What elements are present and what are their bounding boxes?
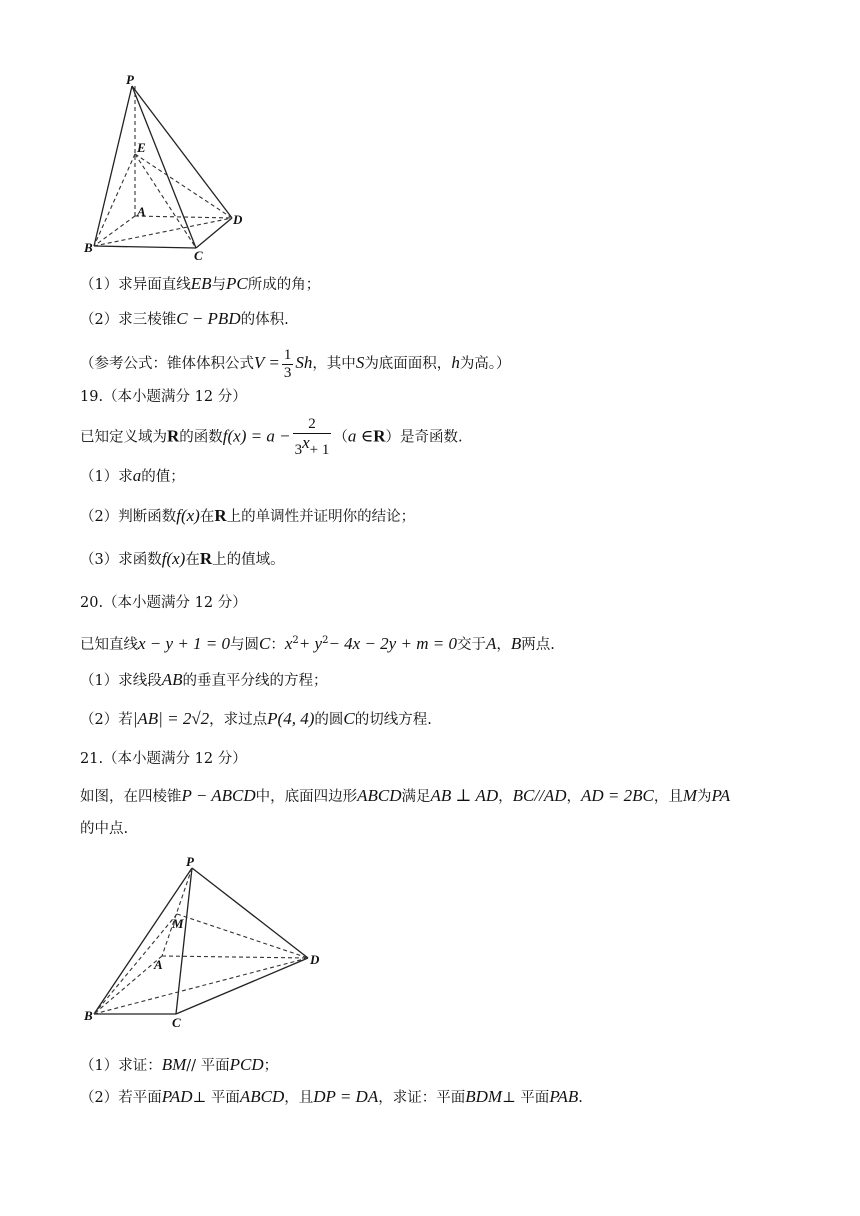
text: ）是奇函数. [385,429,463,446]
math: V = [254,353,280,372]
math: |AB| = 2√2 [132,709,210,728]
math: a [132,466,142,485]
denominator [293,434,332,459]
math: AD = 2BC [581,786,654,805]
q21-part1 [80,1055,278,1076]
vertex-label-d: D [233,212,243,227]
vertex-label-b: B [84,240,93,255]
text: 如图，在四棱锥 [80,789,182,805]
text: 在 [199,509,215,525]
math: − 4x − 2y + m = 0 [328,633,457,653]
vertex-label-e: E [137,140,146,155]
math: BDM [465,1087,503,1106]
exponent: 2 [292,635,299,646]
text: 已知定义域为 [80,429,167,446]
text: 的切线方程. [354,712,432,728]
q20-stem [80,631,555,655]
math-r: R [214,506,227,525]
text: （2）求三棱锥 [80,312,177,328]
q21-stem-line1 [80,786,730,807]
text: （2）判断函数 [80,509,177,525]
text: 为高。） [459,356,511,372]
math: f(x) = a − [222,426,291,446]
math: A [485,633,497,653]
q20-part1 [80,670,328,691]
text: ， [496,636,511,653]
text: ，其中 [312,356,356,372]
text: 的值； [141,469,185,485]
text: 已知直线 [80,636,138,653]
math: M [682,786,698,805]
text: 的圆 [314,712,344,728]
math: C − PBD [176,309,241,328]
text: ： [270,636,285,653]
math-r: R [167,426,180,446]
vertex-label-a: A [137,204,146,219]
numerator: 1 [283,346,292,363]
math: C [343,709,355,728]
math: f(x) [161,549,186,568]
text: 所成的角； [247,277,321,293]
math: PCD [229,1055,264,1074]
text: ⊥ 平面 [502,1090,550,1106]
text: （1）求异面直线 [80,277,191,293]
math: ABCD [357,786,402,805]
math: f(x) [176,506,200,525]
q19-stem [80,416,463,459]
vertex-label-p: P [126,72,134,87]
text: // 平面 [186,1058,230,1074]
vertex-label-b: B [84,1008,93,1023]
math-r: R [199,549,213,568]
fraction-one-third [282,347,294,382]
text: 的函数 [179,429,223,446]
text: 的垂直平分线的方程； [182,673,328,689]
text: ，且 [653,789,683,805]
math: AB ⊥ AD [430,786,499,805]
math-r: R [373,426,386,446]
text: 在 [185,552,200,568]
q18-part2 [80,309,289,330]
text: （2）若 [80,712,133,728]
den-base: 3 [294,442,303,458]
text: （1）求线段 [80,673,162,689]
text: （3）求函数 [80,552,162,568]
math: x − y + 1 = 0 [138,633,231,653]
vertex-label-c: C [194,248,203,263]
text: 为底面面积， [364,356,452,372]
pyramid-figure-2 [80,852,340,1042]
math: Sh [295,353,313,372]
text: ⊥ 平面 [192,1090,240,1106]
text: 两点. [521,636,555,653]
q20-heading: 20.（本小题满分 12 分） [80,595,247,611]
math: EB [190,274,212,293]
math: a ∈ [347,426,374,446]
text: 上的单调性并证明你的结论； [226,509,416,525]
text: 的体积. [240,312,289,328]
math: DP = DA [313,1087,379,1106]
text: ， [566,789,581,805]
q19-part3 [80,549,285,570]
q19-part1 [80,466,185,487]
text: 满足 [401,789,431,805]
text: . [578,1090,583,1106]
q21-stem-line2: 的中点. [80,821,129,837]
math: BC//AD [512,786,567,805]
exponent: 2 [322,635,329,646]
q19-heading: 19.（本小题满分 12 分） [80,389,247,405]
math: + y [298,633,323,653]
text: （2）若平面 [80,1090,162,1106]
math: P(4, 4) [267,709,315,728]
text: ，求过点 [209,712,268,728]
fraction [293,416,332,459]
q20-part2 [80,709,432,730]
q21-heading: 21.（本小题满分 12 分） [80,751,247,767]
q18-part1 [80,274,320,295]
math: PAD [161,1087,193,1106]
math: S [355,353,365,372]
vertex-label-a: A [154,957,163,972]
math: P − ABCD [181,786,256,805]
den-exp: x [302,433,310,452]
pyramid-figure-1 [80,70,280,270]
math: C [259,633,271,653]
text: ，且 [284,1090,314,1106]
math: ABCD [239,1087,285,1106]
numerator: 2 [293,416,332,434]
text: ； [263,1058,279,1074]
text: 中，底面四边形 [255,789,358,805]
text: （参考公式：锥体体积公式 [80,356,254,372]
math: PC [226,274,248,293]
text: （1）求证： [80,1058,162,1074]
denominator: 3 [283,364,292,381]
q18-reference-formula [80,346,511,382]
math: B [510,633,522,653]
vertex-label-p: P [186,854,194,869]
math: x [284,633,293,653]
text: （ [333,429,348,446]
den-rest: + 1 [309,442,330,458]
text: （1）求 [80,469,133,485]
math: PA [711,786,731,805]
text: 与圆 [230,636,260,653]
vertex-label-c: C [172,1015,181,1030]
text: 交于 [456,636,486,653]
vertex-label-m: M [172,916,184,931]
text: 与 [211,277,227,293]
text: 上的值域。 [212,552,285,568]
text: ， [498,789,513,805]
q21-part2 [80,1087,583,1108]
text: 为 [697,789,712,805]
math: h [451,353,460,372]
vertex-label-d: D [310,952,320,967]
math: AB [161,670,183,689]
text: ，求证：平面 [378,1090,466,1106]
q19-part2 [80,506,415,527]
math: BM [161,1055,187,1074]
math: PAB [549,1087,579,1106]
